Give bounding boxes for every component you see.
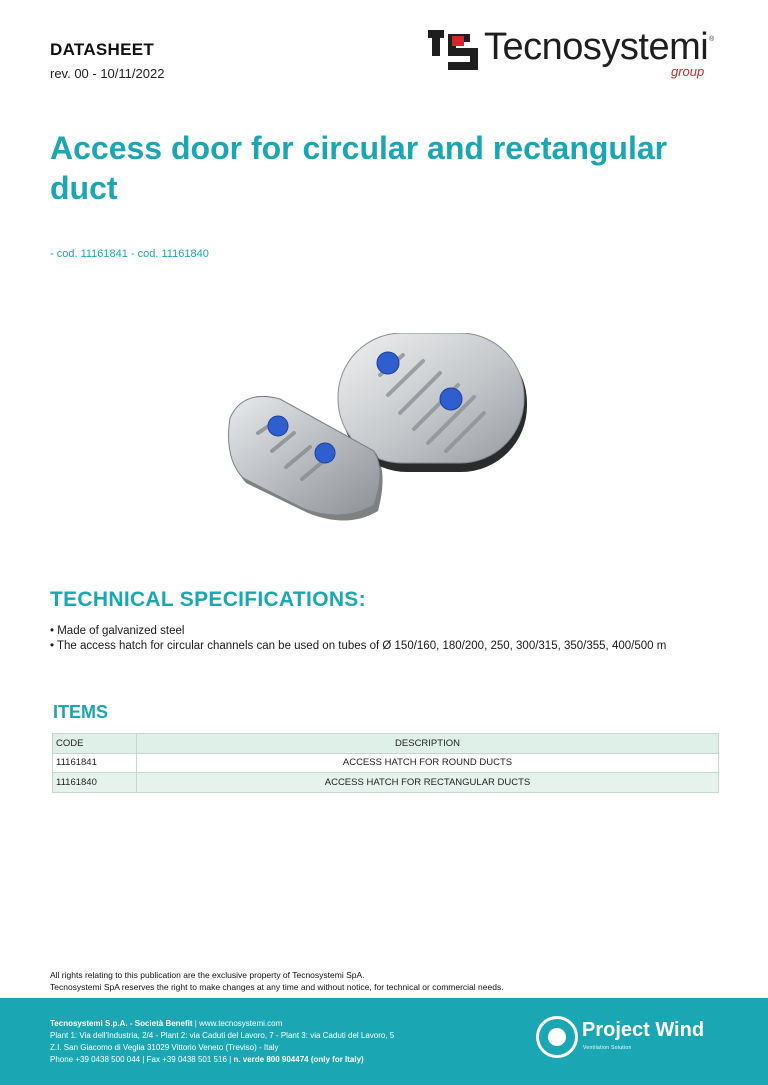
spec-line: • Made of galvanized steel <box>50 625 185 637</box>
items-heading: ITEMS <box>53 702 109 722</box>
green-number: n. verde 800 904474 (only for Italy) <box>233 1055 364 1064</box>
rights-line: Tecnosystemi SpA reserves the right to make changes at any time and without notice, for technical or commercial needs. <box>50 982 504 992</box>
logo-wordmark: Tecnosystemi <box>484 26 709 68</box>
project-wind-icon <box>536 1016 578 1058</box>
rights-line: All rights relating to this publication are the exclusive property of Tecnosystemi SpA. <box>50 970 365 980</box>
item-description: ACCESS HATCH FOR RECTANGULAR DUCTS <box>137 773 719 793</box>
doc-type: DATASHEET <box>50 40 155 59</box>
website-link[interactable]: | www.tecnosystemi.com <box>194 1019 283 1028</box>
rights-notice <box>50 969 504 993</box>
company-name: Tecnosystemi S.p.A. - Società Benefit <box>50 1019 193 1028</box>
tecnosystemi-logo-icon <box>428 30 480 70</box>
items-table <box>52 733 719 793</box>
specs-list <box>50 624 718 654</box>
item-description: ACCESS HATCH FOR ROUND DUCTS <box>137 753 719 773</box>
item-code: 11161841 <box>53 753 137 773</box>
phone-fax: Phone +39 0438 500 044 | Fax +39 0438 501 516 | <box>50 1055 232 1064</box>
document-header <box>50 40 164 81</box>
table-row <box>53 773 719 793</box>
plants-address: Plant 1: Via dell'Industria, 2/4 - Plant 2: via Caduti del Lavoro, 7 - Plant 3: via Caduti del Lavoro, 5 <box>50 1031 395 1040</box>
specs-heading: TECHNICAL SPECIFICATIONS: <box>50 588 366 611</box>
spec-line: • The access hatch for circular channels can be used on tubes of Ø 150/160, 180/200, 250, 300/315, 350/355, 400/500 m <box>50 640 667 652</box>
project-wind-subtitle: Ventilation Solution <box>583 1045 632 1051</box>
project-wind-logo <box>536 1016 726 1060</box>
item-code: 11161840 <box>53 773 137 793</box>
column-header-code: CODE <box>53 734 137 754</box>
footer <box>0 998 768 1085</box>
column-header-description: DESCRIPTION <box>137 734 719 754</box>
table-header-row <box>53 734 719 754</box>
product-image <box>228 333 533 529</box>
revision-date: rev. 00 - 10/11/2022 <box>50 66 165 81</box>
registered-mark: ® <box>709 36 715 43</box>
street-address: Z.I. San Giacomo di Veglia 31029 Vittorio Veneto (Treviso) - Italy <box>50 1043 279 1052</box>
table-row <box>53 753 719 773</box>
footer-contact <box>50 1018 394 1066</box>
project-wind-title: Project Wind <box>582 1019 705 1041</box>
logo-group-label: group <box>671 64 705 79</box>
page-title: Access door for circular and rectangular duct <box>50 130 668 206</box>
product-codes: - cod. 11161841 - cod. 11161840 <box>50 248 209 260</box>
tecnosystemi-logo <box>428 28 720 84</box>
